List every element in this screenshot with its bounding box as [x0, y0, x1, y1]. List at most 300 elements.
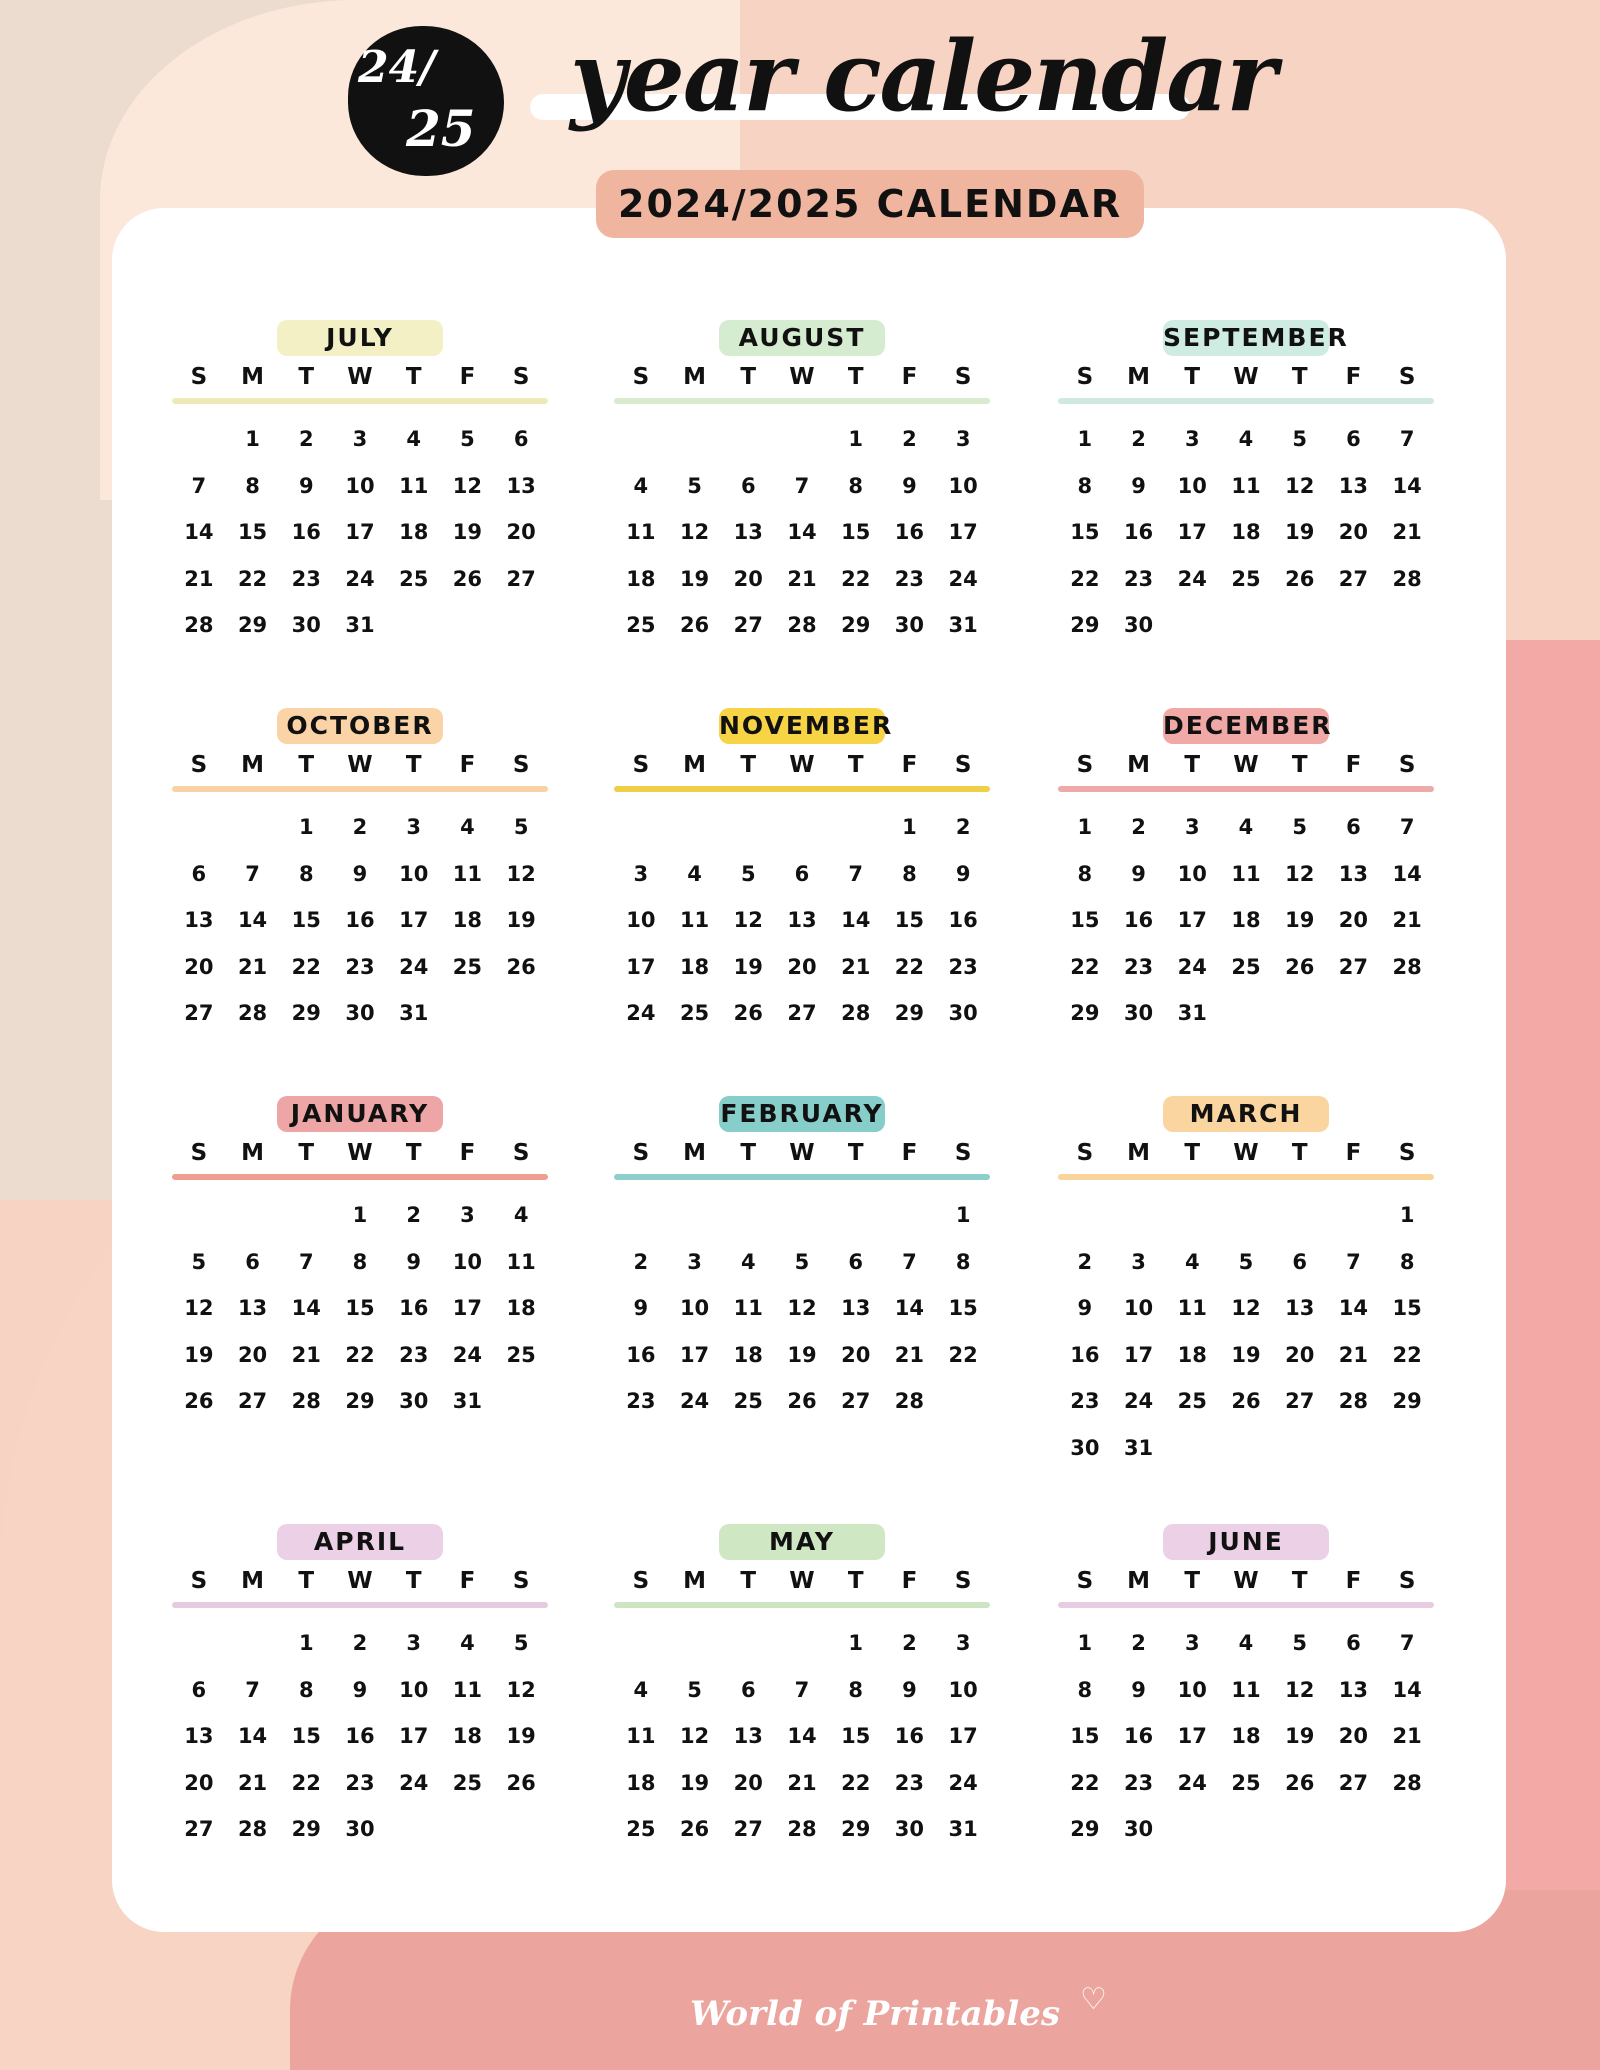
day-cell: 15: [1070, 520, 1100, 544]
day-cell: 21: [291, 1342, 321, 1367]
weekday-header: [614, 364, 990, 394]
day-cell: 19: [1231, 1342, 1261, 1367]
day-cell: 10: [399, 1677, 429, 1702]
day-cell: 22: [841, 566, 871, 591]
day-cell: 1: [1077, 1631, 1093, 1655]
empty-day: [1219, 1192, 1273, 1239]
day-cell: 27: [787, 1001, 817, 1025]
day-cell: 18: [1177, 1342, 1207, 1367]
day-cell: 8: [848, 1677, 864, 1702]
day-cell: 30: [894, 613, 925, 637]
weekday-label: F: [901, 1140, 918, 1166]
day-cell: 9: [955, 861, 971, 886]
empty-day: [172, 416, 226, 463]
month-august: [614, 320, 990, 649]
day-cell: 3: [1184, 815, 1200, 839]
day-cell: 22: [237, 566, 268, 591]
day-cell: 22: [841, 1770, 871, 1795]
day-cell: 1: [848, 427, 864, 451]
day-cell: 9: [298, 473, 314, 498]
day-cell: 30: [345, 1817, 375, 1841]
month-divider: [1058, 786, 1434, 792]
day-cell: 20: [184, 954, 214, 979]
day-cell: 22: [1070, 1770, 1100, 1795]
weekday-label: F: [459, 752, 476, 778]
weekday-label: S: [1398, 1568, 1416, 1594]
day-cell: 27: [1338, 1770, 1369, 1795]
weekday-header: [1058, 1568, 1434, 1598]
day-cell: 1: [352, 1203, 368, 1227]
month-divider: [1058, 1174, 1434, 1180]
day-cell: 24: [948, 1770, 978, 1795]
day-grid: [614, 1620, 990, 1853]
day-cell: 30: [1123, 1817, 1154, 1841]
day-cell: 5: [740, 861, 756, 886]
page-title: year calendar: [570, 20, 1275, 133]
weekday-label: F: [1345, 364, 1362, 390]
day-cell: 16: [948, 908, 978, 932]
day-cell: 21: [1392, 908, 1422, 932]
day-cell: 14: [1392, 473, 1422, 498]
day-cell: 28: [1392, 954, 1422, 979]
empty-day: [1273, 1192, 1327, 1239]
day-cell: 20: [184, 1770, 214, 1795]
day-cell: 24: [399, 954, 429, 979]
day-cell: 21: [1392, 1724, 1422, 1748]
day-cell: 15: [1070, 908, 1100, 932]
empty-day: [279, 1192, 333, 1239]
empty-day: [614, 804, 668, 851]
day-cell: 15: [948, 1296, 978, 1320]
day-cell: 29: [894, 1001, 925, 1025]
day-cell: 19: [679, 566, 710, 591]
day-cell: 28: [1392, 1770, 1422, 1795]
weekday-label: M: [1127, 364, 1150, 390]
weekday-header: [614, 1568, 990, 1598]
empty-day: [172, 804, 226, 851]
day-cell: 26: [679, 1817, 710, 1841]
day-cell: 1: [298, 1631, 314, 1655]
day-cell: 17: [679, 1342, 710, 1367]
day-cell: 16: [1123, 908, 1154, 932]
month-april: [172, 1524, 548, 1853]
day-cell: 16: [894, 1724, 925, 1748]
day-cell: 25: [626, 1817, 656, 1841]
day-cell: 4: [1184, 1249, 1200, 1274]
weekday-header: [172, 364, 548, 394]
day-cell: 24: [1177, 954, 1207, 979]
day-cell: 24: [399, 1770, 429, 1795]
day-cell: 14: [1338, 1296, 1369, 1320]
weekday-label: W: [347, 752, 373, 778]
weekday-label: S: [632, 364, 650, 390]
day-cell: 7: [902, 1249, 917, 1274]
weekday-label: M: [1127, 1568, 1150, 1594]
month-name-badge: MARCH: [1163, 1096, 1329, 1132]
day-cell: 13: [184, 908, 214, 932]
weekday-label: T: [298, 1140, 315, 1166]
day-cell: 29: [291, 1001, 321, 1025]
weekday-label: S: [1076, 1140, 1094, 1166]
month-divider: [614, 1602, 990, 1608]
day-cell: 26: [1231, 1389, 1261, 1413]
day-cell: 10: [948, 473, 978, 498]
day-cell: 19: [184, 1342, 214, 1367]
day-cell: 26: [1285, 954, 1315, 979]
day-cell: 7: [245, 1677, 260, 1702]
day-cell: 25: [1177, 1389, 1207, 1413]
day-cell: 21: [237, 954, 268, 979]
weekday-label: S: [512, 364, 530, 390]
day-cell: 22: [894, 954, 925, 979]
day-cell: 28: [787, 613, 817, 637]
day-cell: 22: [291, 954, 321, 979]
day-cell: 3: [955, 1631, 971, 1655]
weekday-header: [1058, 1140, 1434, 1170]
day-cell: 8: [1077, 861, 1093, 886]
day-cell: 20: [733, 1770, 763, 1795]
day-cell: 23: [894, 1770, 925, 1795]
day-cell: 5: [1292, 1631, 1308, 1655]
day-grid: [1058, 1620, 1434, 1853]
weekday-label: S: [1398, 364, 1416, 390]
day-cell: 3: [352, 427, 368, 451]
day-cell: 10: [1177, 861, 1207, 886]
day-cell: 21: [841, 954, 871, 979]
day-cell: 17: [399, 908, 429, 932]
weekday-label: T: [740, 752, 757, 778]
empty-day: [883, 1192, 937, 1239]
day-cell: 16: [626, 1342, 656, 1367]
day-cell: 4: [740, 1249, 756, 1274]
day-cell: 9: [406, 1249, 422, 1274]
day-cell: 31: [948, 613, 978, 637]
weekday-header: [172, 1140, 548, 1170]
empty-day: [172, 1192, 226, 1239]
day-cell: 8: [298, 1677, 314, 1702]
day-cell: 9: [1131, 861, 1146, 886]
day-cell: 3: [1184, 427, 1200, 451]
weekday-label: M: [683, 364, 706, 390]
weekday-label: T: [847, 364, 864, 390]
heart-icon: ♡: [1080, 1982, 1107, 2017]
day-cell: 23: [1123, 1770, 1154, 1795]
day-cell: 15: [894, 908, 925, 932]
day-cell: 4: [1238, 427, 1254, 451]
day-cell: 17: [1177, 1724, 1207, 1748]
day-cell: 11: [452, 1677, 483, 1702]
month-name-badge: FEBRUARY: [719, 1096, 885, 1132]
weekday-label: S: [512, 1568, 530, 1594]
day-cell: 29: [1070, 613, 1100, 637]
day-cell: 5: [513, 1631, 529, 1655]
day-cell: 11: [733, 1296, 763, 1320]
weekday-label: S: [512, 752, 530, 778]
day-cell: 23: [948, 954, 978, 979]
day-cell: 1: [298, 815, 314, 839]
day-cell: 18: [452, 908, 483, 932]
day-cell: 19: [506, 908, 536, 932]
day-cell: 13: [787, 908, 817, 932]
day-cell: 12: [679, 520, 710, 544]
day-cell: 3: [955, 427, 971, 451]
day-cell: 13: [733, 520, 763, 544]
day-cell: 5: [794, 1249, 810, 1274]
month-november: [614, 708, 990, 1037]
weekday-label: F: [1345, 752, 1362, 778]
weekday-label: M: [241, 752, 264, 778]
day-cell: 23: [894, 566, 925, 591]
weekday-label: S: [1076, 752, 1094, 778]
empty-day: [775, 1620, 829, 1667]
empty-day: [614, 1192, 668, 1239]
day-cell: 8: [902, 861, 917, 886]
day-cell: 26: [787, 1389, 817, 1413]
brand-footer: World of Printables: [690, 1994, 1060, 2034]
month-march: [1058, 1096, 1434, 1471]
weekday-label: T: [847, 1568, 864, 1594]
weekday-label: M: [683, 752, 706, 778]
day-cell: 17: [626, 954, 656, 979]
day-cell: 8: [352, 1249, 368, 1274]
day-cell: 23: [1070, 1389, 1100, 1413]
month-divider: [614, 786, 990, 792]
day-cell: 27: [184, 1001, 214, 1025]
day-cell: 18: [506, 1296, 536, 1320]
empty-day: [226, 1192, 280, 1239]
day-cell: 14: [1392, 861, 1422, 886]
day-cell: 24: [679, 1389, 710, 1413]
day-cell: 30: [291, 613, 321, 637]
weekday-label: T: [740, 1140, 757, 1166]
day-cell: 26: [679, 613, 710, 637]
day-cell: 18: [399, 520, 429, 544]
weekday-label: T: [1184, 364, 1201, 390]
day-cell: 7: [1399, 1631, 1415, 1655]
day-cell: 18: [1231, 1724, 1261, 1748]
empty-day: [668, 1620, 722, 1667]
day-cell: 20: [733, 566, 763, 591]
day-cell: 10: [452, 1249, 483, 1274]
day-cell: 9: [352, 861, 368, 886]
month-divider: [172, 398, 548, 404]
day-cell: 6: [191, 861, 207, 886]
day-cell: 4: [460, 815, 475, 839]
month-name-badge: JUNE: [1163, 1524, 1329, 1560]
day-cell: 30: [1070, 1435, 1100, 1460]
day-cell: 15: [841, 1724, 871, 1748]
day-cell: 21: [237, 1770, 268, 1795]
weekday-label: T: [847, 1140, 864, 1166]
day-cell: 8: [1399, 1249, 1415, 1274]
empty-day: [1327, 1192, 1381, 1239]
empty-day: [721, 1192, 775, 1239]
year-logo: [348, 26, 504, 176]
weekday-label: M: [1127, 752, 1150, 778]
day-cell: 9: [1131, 473, 1146, 498]
day-cell: 12: [452, 473, 483, 498]
day-cell: 26: [1285, 1770, 1315, 1795]
day-cell: 9: [902, 473, 917, 498]
weekday-label: S: [954, 752, 972, 778]
day-cell: 12: [1285, 861, 1315, 886]
weekday-header: [172, 752, 548, 782]
empty-day: [721, 416, 775, 463]
weekday-label: W: [347, 364, 373, 390]
weekday-label: M: [241, 364, 264, 390]
day-cell: 1: [245, 427, 260, 451]
day-cell: 17: [345, 520, 375, 544]
day-cell: 25: [1231, 566, 1261, 591]
day-cell: 19: [733, 954, 763, 979]
day-cell: 17: [452, 1296, 483, 1320]
day-cell: 7: [191, 473, 207, 498]
weekday-label: F: [901, 364, 918, 390]
day-cell: 3: [687, 1249, 702, 1274]
day-cell: 6: [1346, 1631, 1361, 1655]
day-cell: 31: [948, 1817, 978, 1841]
weekday-label: S: [1076, 364, 1094, 390]
weekday-label: T: [298, 1568, 315, 1594]
day-grid: [614, 416, 990, 649]
day-cell: 2: [352, 1631, 368, 1655]
day-cell: 19: [506, 1724, 536, 1748]
day-cell: 26: [506, 954, 536, 979]
weekday-label: T: [1291, 1568, 1308, 1594]
day-cell: 22: [1392, 1342, 1422, 1367]
day-cell: 31: [399, 1001, 429, 1025]
weekday-label: T: [740, 1568, 757, 1594]
day-cell: 24: [1177, 566, 1207, 591]
day-cell: 10: [345, 473, 375, 498]
day-cell: 12: [1231, 1296, 1261, 1320]
day-cell: 1: [1077, 815, 1093, 839]
day-cell: 9: [352, 1677, 368, 1702]
day-cell: 2: [1131, 1631, 1146, 1655]
day-cell: 8: [298, 861, 314, 886]
weekday-label: W: [347, 1140, 373, 1166]
day-cell: 22: [345, 1342, 375, 1367]
empty-day: [829, 1192, 883, 1239]
day-cell: 12: [506, 1677, 536, 1702]
day-cell: 6: [740, 473, 756, 498]
day-cell: 3: [1184, 1631, 1200, 1655]
day-cell: 21: [1338, 1342, 1369, 1367]
day-cell: 28: [237, 1001, 268, 1025]
empty-day: [721, 1620, 775, 1667]
day-cell: 24: [452, 1342, 483, 1367]
day-cell: 21: [184, 566, 214, 591]
empty-day: [226, 804, 280, 851]
day-cell: 20: [787, 954, 817, 979]
weekday-label: F: [1345, 1568, 1362, 1594]
weekday-label: T: [1184, 1140, 1201, 1166]
weekday-label: T: [847, 752, 864, 778]
day-cell: 13: [1338, 473, 1369, 498]
weekday-label: T: [1184, 1568, 1201, 1594]
day-cell: 30: [948, 1001, 978, 1025]
day-cell: 31: [345, 613, 375, 637]
weekday-label: M: [241, 1568, 264, 1594]
day-cell: 11: [1231, 861, 1261, 886]
empty-day: [172, 1620, 226, 1667]
weekday-label: S: [190, 1140, 208, 1166]
day-cell: 29: [345, 1389, 375, 1413]
day-cell: 23: [399, 1342, 429, 1367]
weekday-label: W: [1233, 752, 1259, 778]
month-divider: [1058, 1602, 1434, 1608]
day-cell: 16: [1123, 1724, 1154, 1748]
day-cell: 28: [787, 1817, 817, 1841]
weekday-label: S: [190, 1568, 208, 1594]
day-cell: 27: [841, 1389, 871, 1413]
day-cell: 25: [452, 1770, 483, 1795]
day-cell: 27: [1285, 1389, 1315, 1413]
month-name-badge: JULY: [277, 320, 443, 356]
day-cell: 7: [848, 861, 864, 886]
day-cell: 24: [948, 566, 978, 591]
month-january: [172, 1096, 548, 1425]
day-cell: 3: [460, 1203, 475, 1227]
day-cell: 23: [291, 566, 321, 591]
day-cell: 22: [948, 1342, 978, 1367]
day-cell: 4: [687, 861, 702, 886]
empty-day: [668, 804, 722, 851]
day-cell: 29: [841, 613, 871, 637]
day-cell: 17: [948, 1724, 978, 1748]
day-cell: 1: [955, 1203, 971, 1227]
day-cell: 31: [1177, 1001, 1207, 1025]
day-cell: 2: [955, 815, 971, 839]
day-cell: 20: [1338, 1724, 1369, 1748]
day-cell: 9: [1077, 1296, 1093, 1320]
day-cell: 9: [1131, 1677, 1146, 1702]
day-cell: 14: [841, 908, 871, 932]
day-cell: 5: [191, 1249, 207, 1274]
weekday-label: W: [1233, 1568, 1259, 1594]
day-cell: 6: [848, 1249, 864, 1274]
day-cell: 27: [506, 566, 536, 591]
day-cell: 16: [345, 1724, 375, 1748]
empty-day: [614, 416, 668, 463]
weekday-label: M: [683, 1140, 706, 1166]
day-cell: 12: [1285, 473, 1315, 498]
day-cell: 13: [184, 1724, 214, 1748]
day-cell: 4: [513, 1203, 529, 1227]
day-cell: 27: [733, 613, 763, 637]
day-cell: 18: [1231, 520, 1261, 544]
day-cell: 12: [506, 861, 536, 886]
day-cell: 26: [184, 1389, 214, 1413]
weekday-label: S: [190, 364, 208, 390]
day-cell: 29: [1070, 1001, 1100, 1025]
weekday-label: F: [901, 1568, 918, 1594]
month-divider: [614, 1174, 990, 1180]
month-divider: [172, 1602, 548, 1608]
day-cell: 26: [1285, 566, 1315, 591]
day-cell: 12: [679, 1724, 710, 1748]
day-cell: 19: [452, 520, 483, 544]
month-divider: [1058, 398, 1434, 404]
month-name-badge: SEPTEMBER: [1163, 320, 1329, 356]
weekday-label: T: [740, 364, 757, 390]
day-cell: 12: [184, 1296, 214, 1320]
day-cell: 27: [1338, 954, 1369, 979]
day-cell: 11: [1231, 473, 1261, 498]
day-cell: 11: [1231, 1677, 1261, 1702]
day-cell: 6: [794, 861, 810, 886]
day-cell: 5: [1292, 427, 1308, 451]
